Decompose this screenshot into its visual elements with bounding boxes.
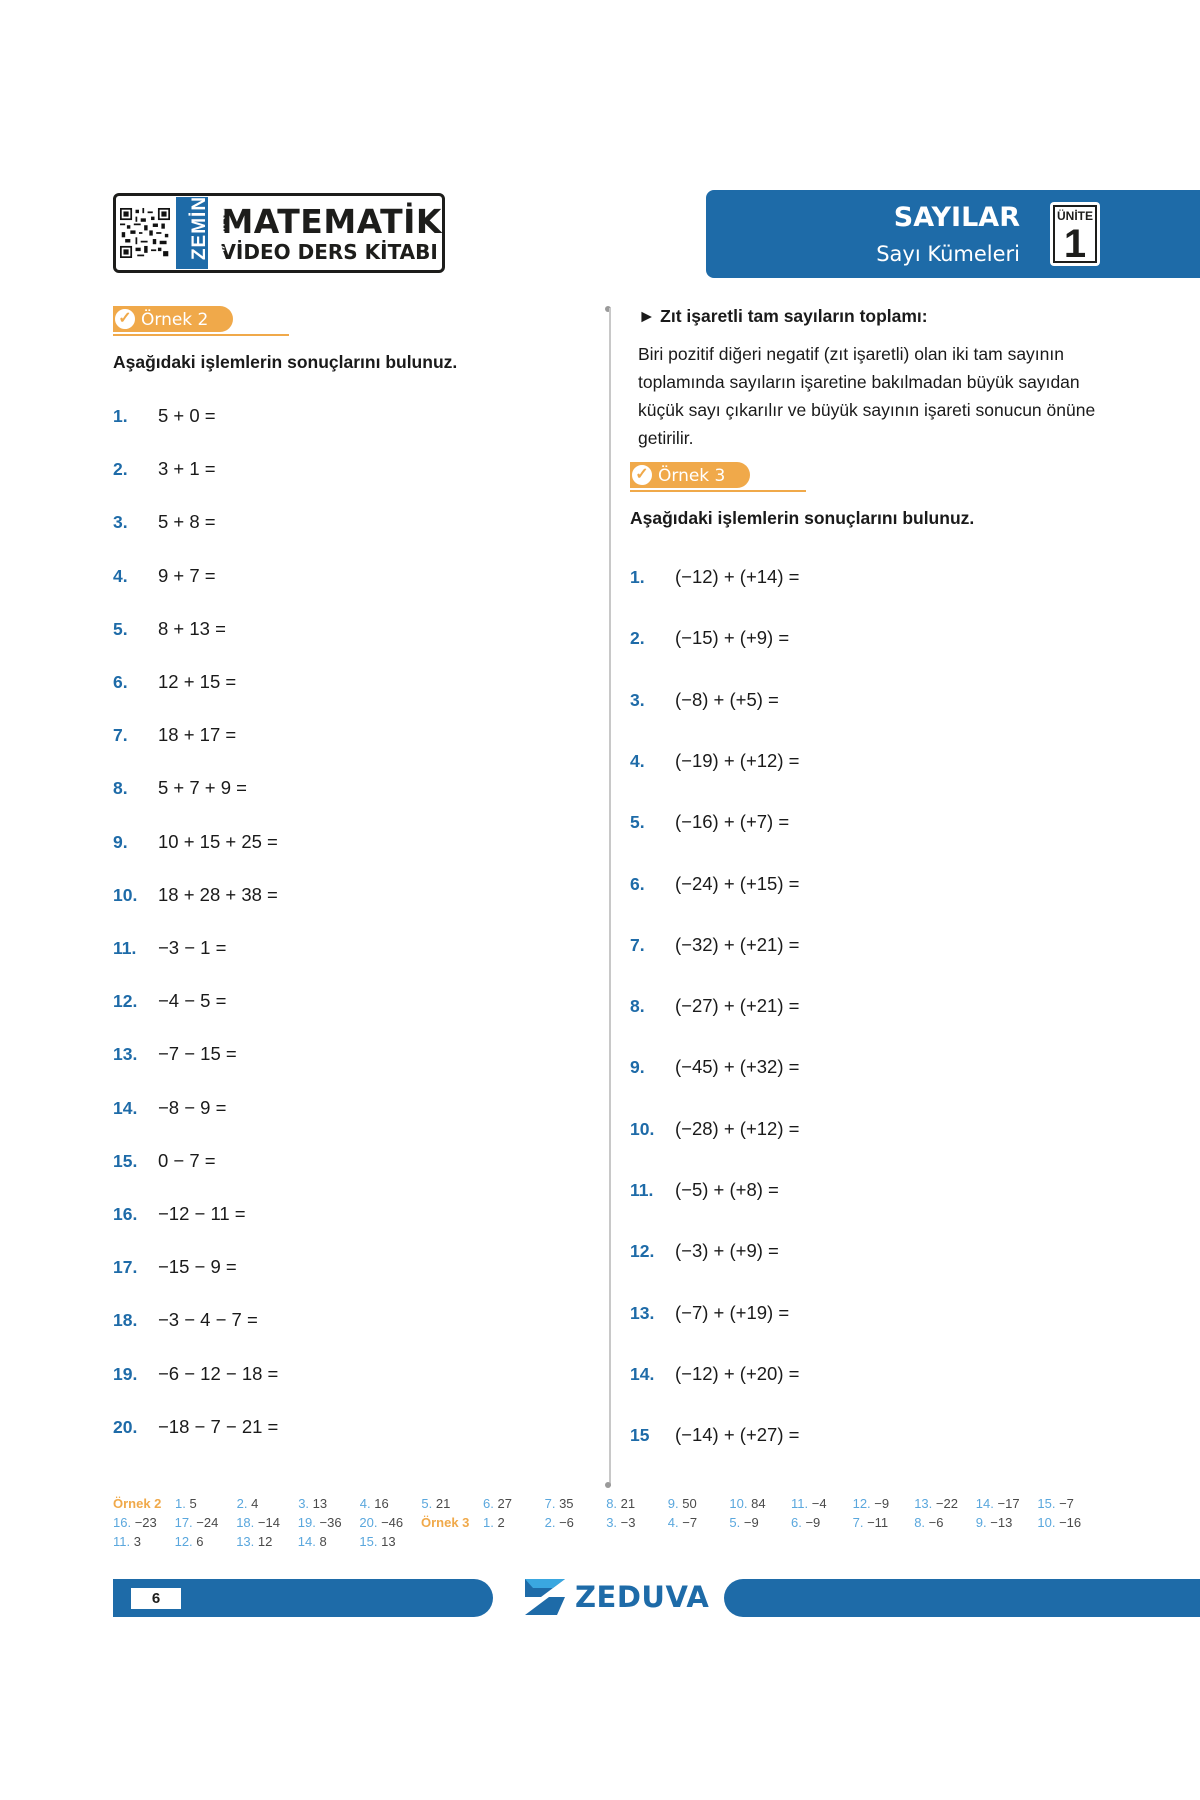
answer-number: 17. (174, 1515, 193, 1530)
exercise-expression: 3 + 1 = (158, 458, 216, 480)
exercise-expression: (−24) + (+15) = (675, 872, 800, 894)
check-icon: ✓ (630, 463, 654, 487)
exercise-item (113, 884, 278, 906)
answer-number: 9. (667, 1496, 679, 1511)
exercise-item (630, 1240, 779, 1262)
exercise-number: 3. (630, 689, 645, 710)
exercise-item (630, 1056, 799, 1078)
ornek-3-label: Örnek 3 (658, 466, 726, 486)
exercise-number: 1. (113, 406, 128, 426)
exercise-number: 10. (113, 884, 138, 905)
answer-value: 50 (682, 1496, 697, 1511)
qr-code-icon[interactable] (120, 197, 170, 269)
exercise-item (630, 1424, 799, 1446)
exercise-expression: (−12) + (+20) = (675, 1362, 800, 1384)
exercise-number: 12. (113, 991, 138, 1012)
answer-number: 10. (1037, 1515, 1056, 1530)
answer-value: −9 (874, 1496, 890, 1511)
unit-subtitle: Sayı Kümeleri (876, 242, 1020, 266)
exercise-item (630, 1179, 779, 1201)
exercise-expression: 8 + 13 = (158, 617, 226, 639)
answer-entry (976, 1496, 1020, 1511)
answer-number: 18. (236, 1515, 255, 1530)
rule-text: Biri pozitif diğeri negatif (zıt işaretli) olan iki tam sayının toplamında sayıların işaretine bakılmadan büyük sayıdan küçük sayı çıkarılır ve büyük sayının işareti sonucun önüne getirilir. (638, 344, 1096, 448)
page-number: 6 (131, 1588, 181, 1609)
exercise-item (113, 1043, 237, 1065)
exercise-item (630, 689, 779, 711)
exercise-expression: (−8) + (+5) = (675, 688, 779, 710)
unit-label: ÜNİTE (1057, 209, 1093, 223)
exercise-item (113, 1363, 278, 1385)
unit-header-bar (706, 190, 1200, 278)
exercise-item (113, 458, 216, 480)
exercise-number: 5. (113, 618, 128, 639)
exercise-number: 18. (113, 1310, 138, 1331)
answer-number: 12. (852, 1496, 871, 1511)
exercise-number: 20. (113, 1416, 138, 1437)
exercise-item (113, 671, 236, 693)
exercise-number: 14. (630, 1363, 655, 1384)
exercise-expression: −15 − 9 = (158, 1256, 237, 1278)
exercise-number: 13. (113, 1044, 138, 1065)
answer-value: 8 (319, 1534, 327, 1549)
exercise-item (113, 777, 247, 799)
answer-entry (298, 1515, 342, 1530)
exercise-item (113, 618, 226, 640)
exercise-expression: −4 − 5 = (158, 990, 227, 1012)
exercise-expression: −8 − 9 = (158, 1096, 227, 1118)
answer-number: 1. (483, 1515, 494, 1530)
exercise-expression: (−12) + (+14) = (675, 566, 800, 587)
answer-value: −36 (319, 1515, 342, 1530)
exercise-number: 8. (113, 778, 128, 799)
exercise-expression: −12 − 11 = (158, 1203, 246, 1224)
answer-number: 11. (113, 1534, 131, 1549)
exercise-item (113, 1256, 237, 1278)
exercise-expression: −3 − 1 = (158, 937, 227, 958)
exercise-expression: −7 − 15 = (158, 1043, 237, 1065)
ornek-2-instruction: Aşağıdaki işlemlerin sonuçlarını bulunuz. (113, 352, 458, 372)
zemin-label: ZEMİN (189, 195, 211, 261)
answer-number: 13. (914, 1496, 933, 1511)
exercise-number: 15 (630, 1425, 650, 1446)
answers-ornek-3-label: Örnek 3 (421, 1515, 470, 1530)
answer-value: −6 (928, 1515, 944, 1530)
answer-number: 11. (791, 1496, 809, 1511)
exercise-number: 7. (113, 725, 128, 746)
exercise-number: 17. (113, 1257, 138, 1278)
answer-entry (298, 1496, 327, 1511)
answer-value: 6 (196, 1534, 204, 1549)
answers-ornek-2-label: Örnek 2 (113, 1496, 162, 1511)
exercise-expression: 5 + 0 = (158, 405, 216, 426)
answer-entry (729, 1496, 765, 1511)
exercise-expression: (−3) + (+9) = (675, 1240, 779, 1262)
answer-entry (853, 1515, 889, 1530)
exercise-number: 13. (630, 1302, 655, 1323)
exercise-item (113, 1150, 216, 1172)
rule-heading: ► Zıt işaretli tam sayıların toplamı: (638, 306, 928, 326)
exercise-expression: −6 − 12 − 18 = (158, 1362, 279, 1384)
exercise-expression: (−32) + (+21) = (675, 933, 800, 955)
exercise-expression: (−45) + (+32) = (675, 1056, 800, 1078)
answer-entry (1037, 1515, 1081, 1530)
exercise-number: 4. (113, 565, 128, 586)
answer-number: 4. (667, 1515, 679, 1530)
brand-subtitle: VİDEO DERS KİTABI (220, 239, 438, 264)
exercise-expression: 18 + 28 + 38 = (158, 883, 278, 905)
exercise-expression: 0 − 7 = (158, 1149, 216, 1171)
exercise-number: 15. (113, 1150, 138, 1171)
ornek-2-label: Örnek 2 (141, 310, 209, 330)
answer-number: 5. (729, 1515, 741, 1530)
answer-number: 4. (359, 1496, 371, 1511)
ornek-tag-underline (630, 490, 806, 492)
exercise-number: 8. (630, 996, 645, 1017)
exercise-number: 7. (630, 934, 645, 955)
answer-value: −7 (1059, 1496, 1074, 1511)
unit-number-frame (1053, 205, 1097, 266)
answer-number: 1. (175, 1496, 186, 1511)
answer-value: 13 (312, 1496, 328, 1511)
ornek-3-instruction: Aşağıdaki işlemlerin sonuçlarını bulunuz. (630, 508, 975, 528)
answer-entry (113, 1515, 157, 1530)
answer-entry (914, 1496, 958, 1511)
exercise-item (630, 627, 789, 649)
exercise-expression: (−14) + (+27) = (675, 1424, 800, 1446)
answer-value: −23 (134, 1515, 157, 1530)
answer-entry (853, 1496, 890, 1511)
ornek-3-tag (630, 462, 810, 492)
exercise-expression: (−27) + (+21) = (675, 995, 800, 1017)
check-icon: ✓ (113, 307, 137, 331)
answer-number: 13. (236, 1534, 255, 1549)
publisher-name: ZEDUVA (575, 1580, 710, 1614)
answer-number: 7. (544, 1496, 556, 1511)
exercise-number: 9. (630, 1057, 645, 1078)
brand-text (220, 201, 442, 264)
answer-number: 9. (975, 1515, 987, 1530)
exercise-item (630, 873, 799, 895)
answer-value: 84 (751, 1496, 766, 1511)
answer-value: −4 (811, 1496, 827, 1511)
answer-value: 35 (559, 1496, 574, 1511)
answer-entry (545, 1496, 574, 1511)
exercise-item (630, 811, 789, 833)
answer-number: 7. (852, 1515, 864, 1530)
answer-number: 15. (1037, 1496, 1056, 1511)
answer-entry (791, 1496, 827, 1511)
divider-dot-bottom (605, 1482, 611, 1488)
answer-value: 27 (497, 1496, 512, 1511)
zemin-hazirla-strip (176, 195, 228, 269)
answer-value: −6 (559, 1515, 574, 1530)
answer-value: −9 (805, 1515, 821, 1530)
answer-entry (668, 1515, 697, 1530)
exercise-number: 19. (113, 1363, 138, 1384)
footer-bar-left (113, 1579, 493, 1617)
answer-number: 3. (606, 1515, 618, 1530)
brand-logo (113, 193, 445, 273)
exercise-number: 2. (630, 628, 645, 649)
exercise-number: 11. (630, 1180, 654, 1200)
answer-entry (175, 1534, 204, 1549)
exercise-expression: (−5) + (+8) = (675, 1179, 779, 1200)
exercise-item (113, 511, 216, 533)
answer-number: 2. (236, 1496, 248, 1511)
answer-value: −46 (381, 1515, 404, 1530)
exercise-expression: (−19) + (+12) = (675, 749, 800, 771)
answer-number: 14. (975, 1496, 994, 1511)
answer-value: 21 (620, 1496, 636, 1511)
answer-value: 12 (257, 1534, 273, 1549)
answer-entry (545, 1515, 574, 1530)
column-divider (609, 308, 611, 1486)
answer-value: −13 (990, 1515, 1013, 1530)
answer-entry (729, 1515, 758, 1530)
answer-value: 2 (497, 1515, 505, 1530)
answer-number: 8. (606, 1496, 618, 1511)
ornek-2-tag (113, 306, 293, 336)
footer-bar-right (724, 1579, 1200, 1617)
answer-value: 3 (133, 1534, 141, 1549)
answer-value: 4 (251, 1496, 259, 1511)
exercise-number: 3. (113, 512, 128, 533)
answer-entry (237, 1496, 259, 1511)
exercise-item (113, 565, 216, 587)
answer-entry (360, 1496, 389, 1511)
exercise-item (630, 1118, 799, 1140)
exercise-number: 10. (630, 1118, 655, 1139)
answer-value: −11 (867, 1515, 889, 1530)
answer-entry (236, 1534, 272, 1549)
answer-entry (606, 1515, 635, 1530)
exercise-item (630, 750, 799, 772)
exercise-expression: −3 − 4 − 7 = (158, 1309, 258, 1331)
exercise-expression: 9 + 7 = (158, 564, 216, 586)
answer-value: −3 (620, 1515, 636, 1530)
answer-entry (359, 1534, 395, 1549)
answer-entry (175, 1515, 219, 1530)
exercise-item (630, 1363, 799, 1385)
answer-entry (359, 1515, 403, 1530)
exercise-expression: (−28) + (+12) = (675, 1117, 800, 1139)
answer-entry (298, 1534, 327, 1549)
exercise-number: 5. (630, 812, 645, 833)
answer-number: 2. (544, 1515, 556, 1530)
answer-number: 16. (113, 1515, 132, 1530)
exercise-expression: 10 + 15 + 25 = (158, 830, 278, 852)
zeduva-logo-icon (523, 1577, 567, 1617)
exercise-expression: 12 + 15 = (158, 671, 237, 692)
exercise-item (113, 1203, 246, 1225)
exercise-item (113, 1416, 278, 1438)
answer-number: 15. (359, 1534, 378, 1549)
answer-entry (236, 1515, 280, 1530)
answer-number: 3. (298, 1496, 310, 1511)
exercise-number: 6. (113, 672, 128, 692)
answer-number: 6. (483, 1496, 494, 1511)
exercise-item (630, 1302, 789, 1324)
answer-number: 20. (359, 1515, 378, 1530)
exercise-item (113, 1097, 226, 1119)
answer-entry (668, 1496, 697, 1511)
exercise-expression: 5 + 8 = (158, 511, 216, 533)
answer-value: 13 (381, 1534, 396, 1549)
answer-value: −22 (935, 1496, 958, 1511)
answer-number: 14. (297, 1534, 316, 1549)
answer-value: −9 (743, 1515, 759, 1530)
exercise-number: 1. (630, 567, 645, 587)
answer-entry (606, 1496, 635, 1511)
answer-entry (791, 1515, 820, 1530)
exercise-number: 14. (113, 1097, 138, 1118)
answer-value: −17 (997, 1496, 1020, 1511)
exercise-expression: 18 + 17 = (158, 724, 237, 746)
exercise-expression: −18 − 7 − 21 = (158, 1415, 279, 1437)
exercise-number: 12. (630, 1241, 655, 1262)
exercise-item (113, 1309, 258, 1331)
exercise-item (113, 405, 216, 427)
answer-entry (914, 1515, 943, 1530)
exercise-item (113, 831, 278, 853)
answer-number: 8. (914, 1515, 926, 1530)
answer-entry (113, 1534, 141, 1549)
answer-entry (1037, 1496, 1074, 1511)
exercise-item (630, 566, 799, 588)
answer-entry (483, 1515, 505, 1530)
exercise-item (113, 990, 226, 1012)
exercise-number: 6. (630, 873, 645, 894)
exercise-number: 16. (113, 1204, 138, 1224)
exercise-item (630, 995, 799, 1017)
answer-value: −24 (196, 1515, 219, 1530)
exercise-expression: (−16) + (+7) = (675, 811, 790, 833)
exercise-expression: (−15) + (+9) = (675, 627, 790, 649)
exercise-number: 11. (113, 938, 137, 958)
brand-title: MATEMATİK (220, 201, 442, 241)
hazirla-label: HAZIRLA (211, 199, 228, 259)
publisher-logo (523, 1576, 709, 1618)
unit-number: 1 (1063, 222, 1087, 266)
answer-value: 16 (374, 1496, 389, 1511)
answer-value: −7 (682, 1515, 698, 1530)
answer-number: 10. (729, 1496, 748, 1511)
exercise-expression: 5 + 7 + 9 = (158, 777, 247, 799)
exercise-expression: (−7) + (+19) = (675, 1301, 790, 1323)
exercise-item (630, 934, 799, 956)
answer-value: 21 (435, 1496, 451, 1511)
exercise-item (113, 724, 236, 746)
answer-value: −16 (1059, 1515, 1082, 1530)
answer-number: 6. (791, 1515, 802, 1530)
answer-entry (976, 1515, 1013, 1530)
unit-number-box (1050, 202, 1100, 266)
exercise-number: 9. (113, 831, 128, 852)
unit-title: SAYILAR (893, 202, 1020, 233)
answer-value: −14 (257, 1515, 280, 1530)
answer-entry (175, 1496, 197, 1511)
exercise-number: 4. (630, 750, 645, 771)
answer-value: 5 (189, 1496, 197, 1511)
exercise-item (113, 937, 226, 959)
answer-entry (483, 1496, 512, 1511)
ornek-tag-underline (113, 334, 289, 336)
exercise-number: 2. (113, 459, 128, 480)
answer-number: 19. (297, 1515, 316, 1530)
answer-number: 5. (421, 1496, 433, 1511)
answer-entry (421, 1496, 450, 1511)
answer-number: 12. (174, 1534, 193, 1549)
